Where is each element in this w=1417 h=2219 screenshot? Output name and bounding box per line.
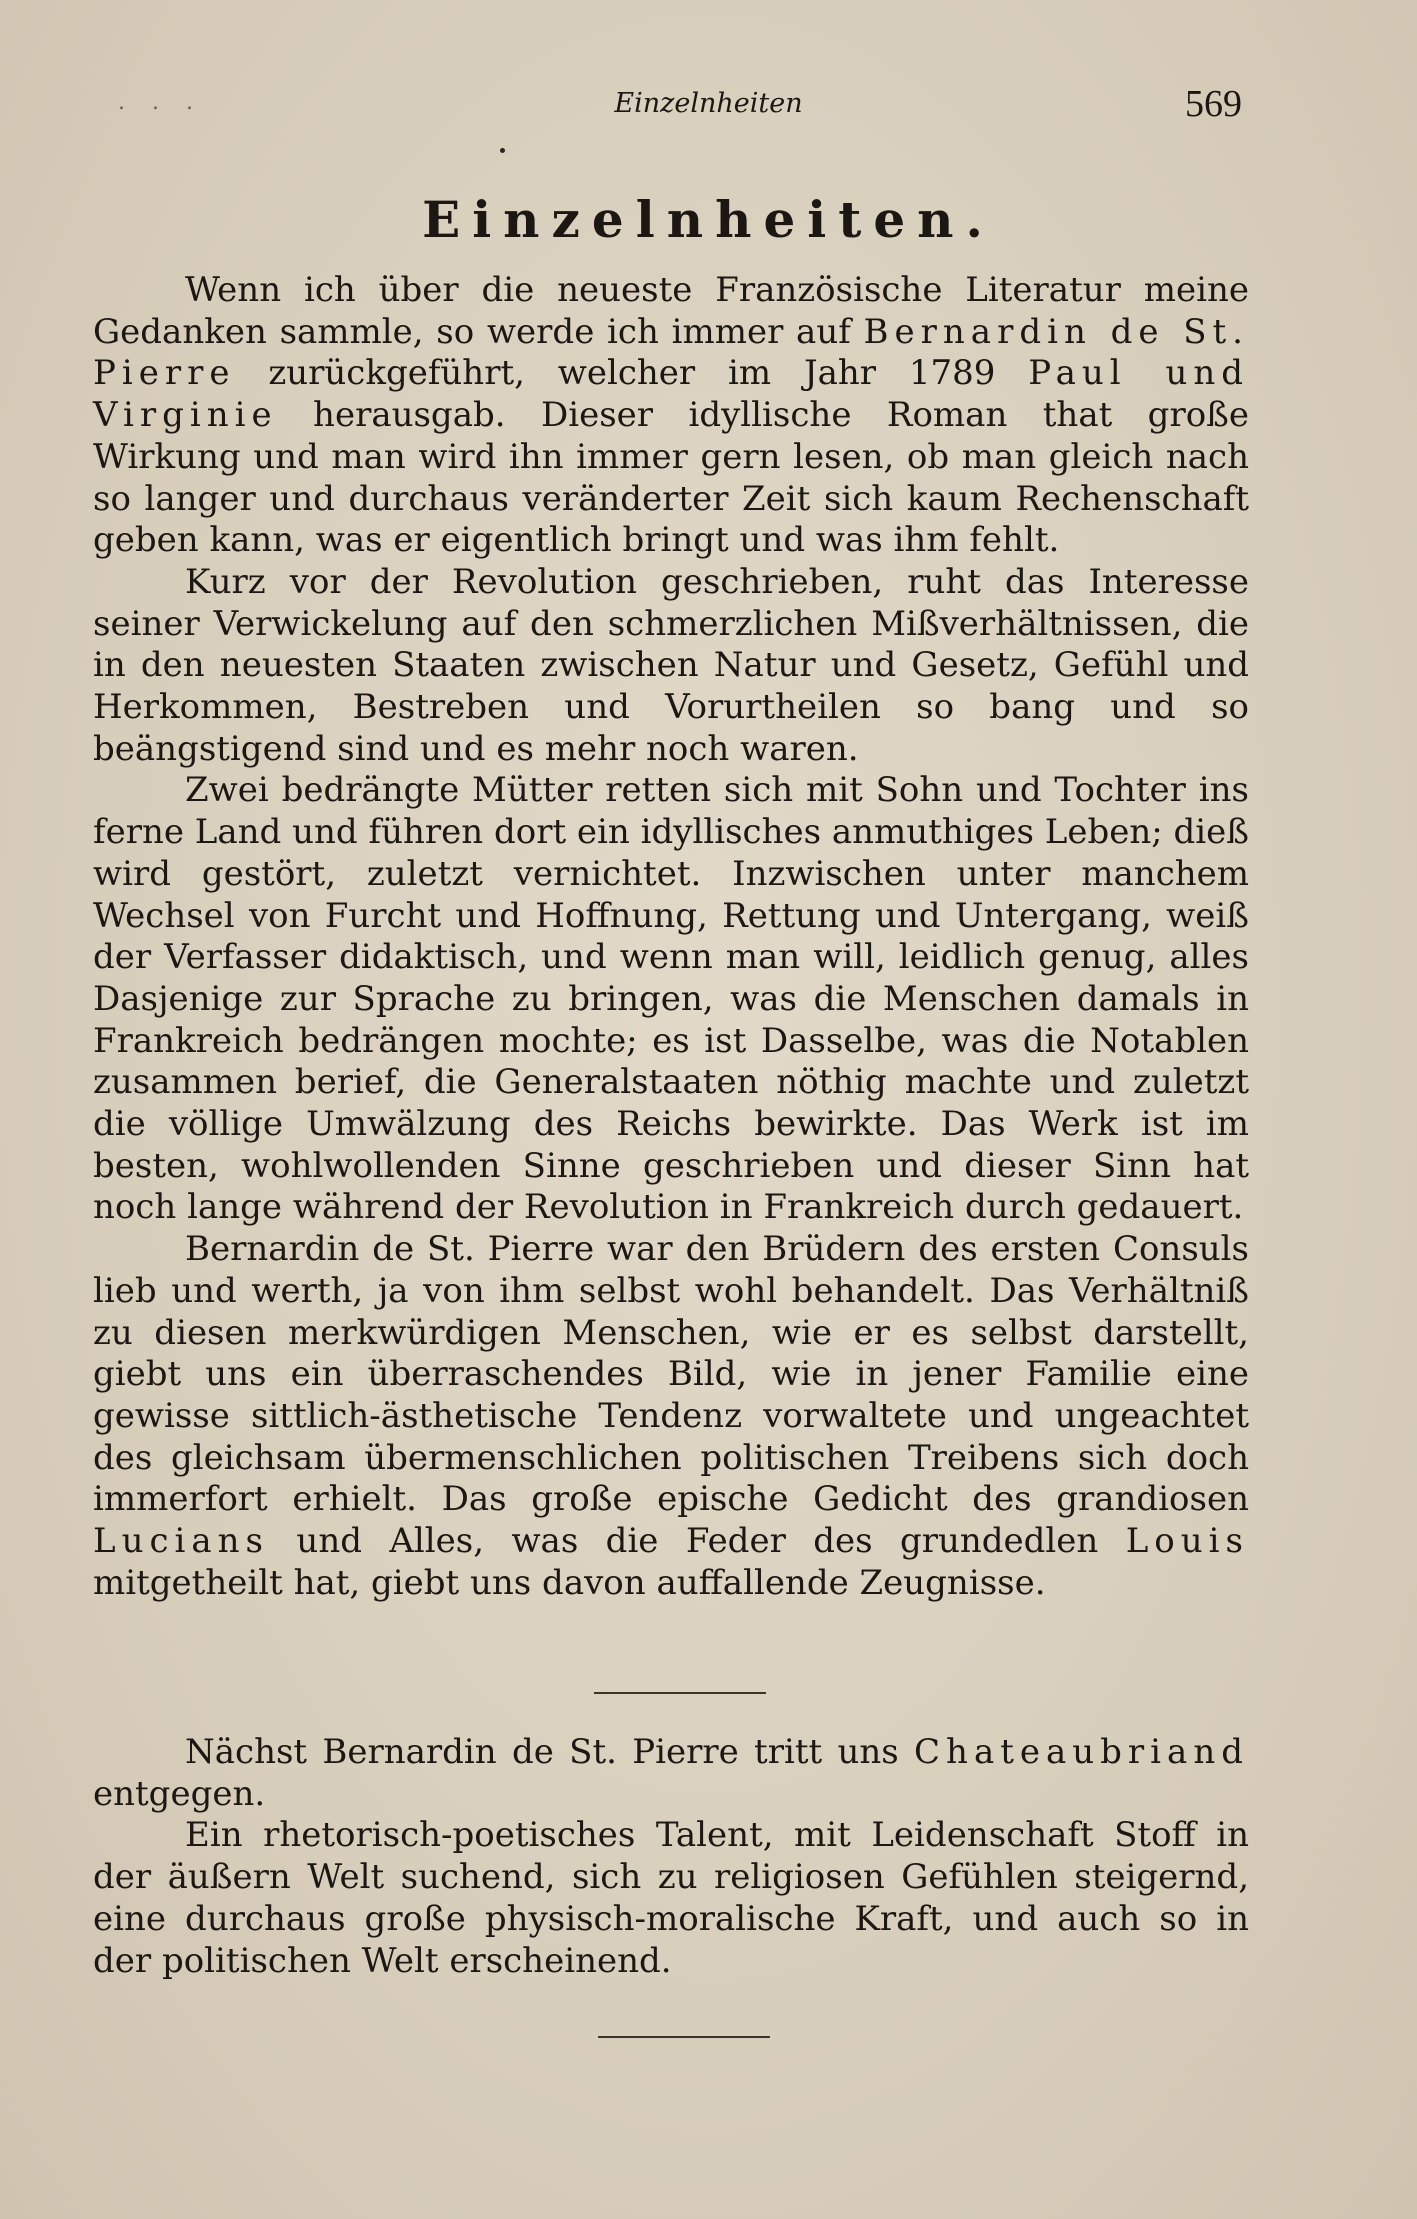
- paragraph-5: Nächst Bernardin de St. Pierre tritt uns Chateaubriand entgegen.: [93, 1732, 1249, 1814]
- end-divider: [598, 2036, 770, 2038]
- paragraph-3: Zwei bedrängte Mütter retten sich mit Sohn und Tochter ins ferne Land und führen dort ein idyllisches anmuthiges Leben; dieß wird gestört, zuletzt vernichtet. Inzwischen unter manchem Wechsel von Furcht und Hoffnung, Rettung und Untergang, weiß der Verfasser didaktisch, und wenn man will, leidlich genug, alles Dasjenige zur Sprache zu bringen, was die Menschen damals in Frankreich bedrängen mochte; es ist Dasselbe, was die Notablen zusammen berief, die Generalstaaten nöthig machte und zuletzt die völlige Umwälzung des Reichs bewirkte. Das Werk ist im besten, wohlwollenden Sinne geschrieben und dieser Sinn hat noch lange während der Revolution in Frankreich durch gedauert.: [93, 770, 1249, 1228]
- ink-speck: [500, 148, 505, 153]
- name-paul-virginie: Paul und Virginie: [93, 353, 1250, 436]
- paragraph-2: Kurz vor der Revolution geschrieben, ruht das Interesse seiner Verwickelung auf den schmerzlichen Mißverhältnissen, die in den neuesten Staaten zwischen Natur und Gesetz, Gefühl und Herkommen, Bestreben und Vorurtheilen so bang und so beängstigend sind und es mehr noch waren.: [93, 561, 1249, 769]
- running-head-title: Einzelnheiten: [614, 88, 803, 119]
- running-head-dots: . . .: [118, 90, 203, 115]
- section-divider: [594, 1692, 766, 1694]
- name-bernardin: Bernardin de St. Pierre: [93, 311, 1249, 394]
- page-number: 569: [1185, 83, 1242, 125]
- body-section-1: [93, 270, 1249, 1605]
- paragraph-6: Ein rhetorisch-poetisches Talent, mit Leidenschaft Stoff in der äußern Welt suchend, sich zu religiosen Gefühlen steigernd, eine durchaus große physisch-moralische Kraft, und auch so in der politischen Welt erscheinend.: [93, 1815, 1249, 1981]
- running-head: [0, 83, 1417, 130]
- paragraph-4: Bernardin de St. Pierre war den Brüdern des ersten Consuls lieb und werth, ja von ihm selbst wohl behandelt. Das Verhältniß zu diesen merkwürdigen Menschen, wie er es selbst darstellt, giebt uns ein überraschendes Bild, wie in jener Familie eine gewisse sittlich-ästhetische Tendenz vorwaltete und ungeachtet des gleichsam übermenschlichen politischen Treibens sich doch immerfort erhielt. Das große epische Gedicht des grandiosen Lucians und Alles, was die Feder des grundedlen Louis mitgetheilt hat, giebt uns davon auffallende Zeugnisse.: [93, 1229, 1249, 1603]
- chapter-title: Einzelnheiten.: [422, 190, 995, 249]
- name-lucians: Lucians: [93, 1521, 270, 1562]
- name-chateaubriand: Chateaubriand: [914, 1732, 1249, 1772]
- paragraph-1: Wenn ich über die neueste Französische Literatur meine Gedanken sammle, so werde ich immer auf Bernardin de St. Pierre zurückgeführt, welcher im Jahr 1789 Paul und Virginie herausgab. Dieser idyllische Roman that große Wirkung und man wird ihn immer gern lesen, ob man gleich nach so langer und durchaus veränderter Zeit sich kaum Rechenschaft geben kann, was er eigentlich bringt und was ihm fehlt.: [93, 270, 1250, 561]
- name-louis: Louis: [1125, 1521, 1249, 1562]
- body-section-2: [93, 1732, 1249, 1982]
